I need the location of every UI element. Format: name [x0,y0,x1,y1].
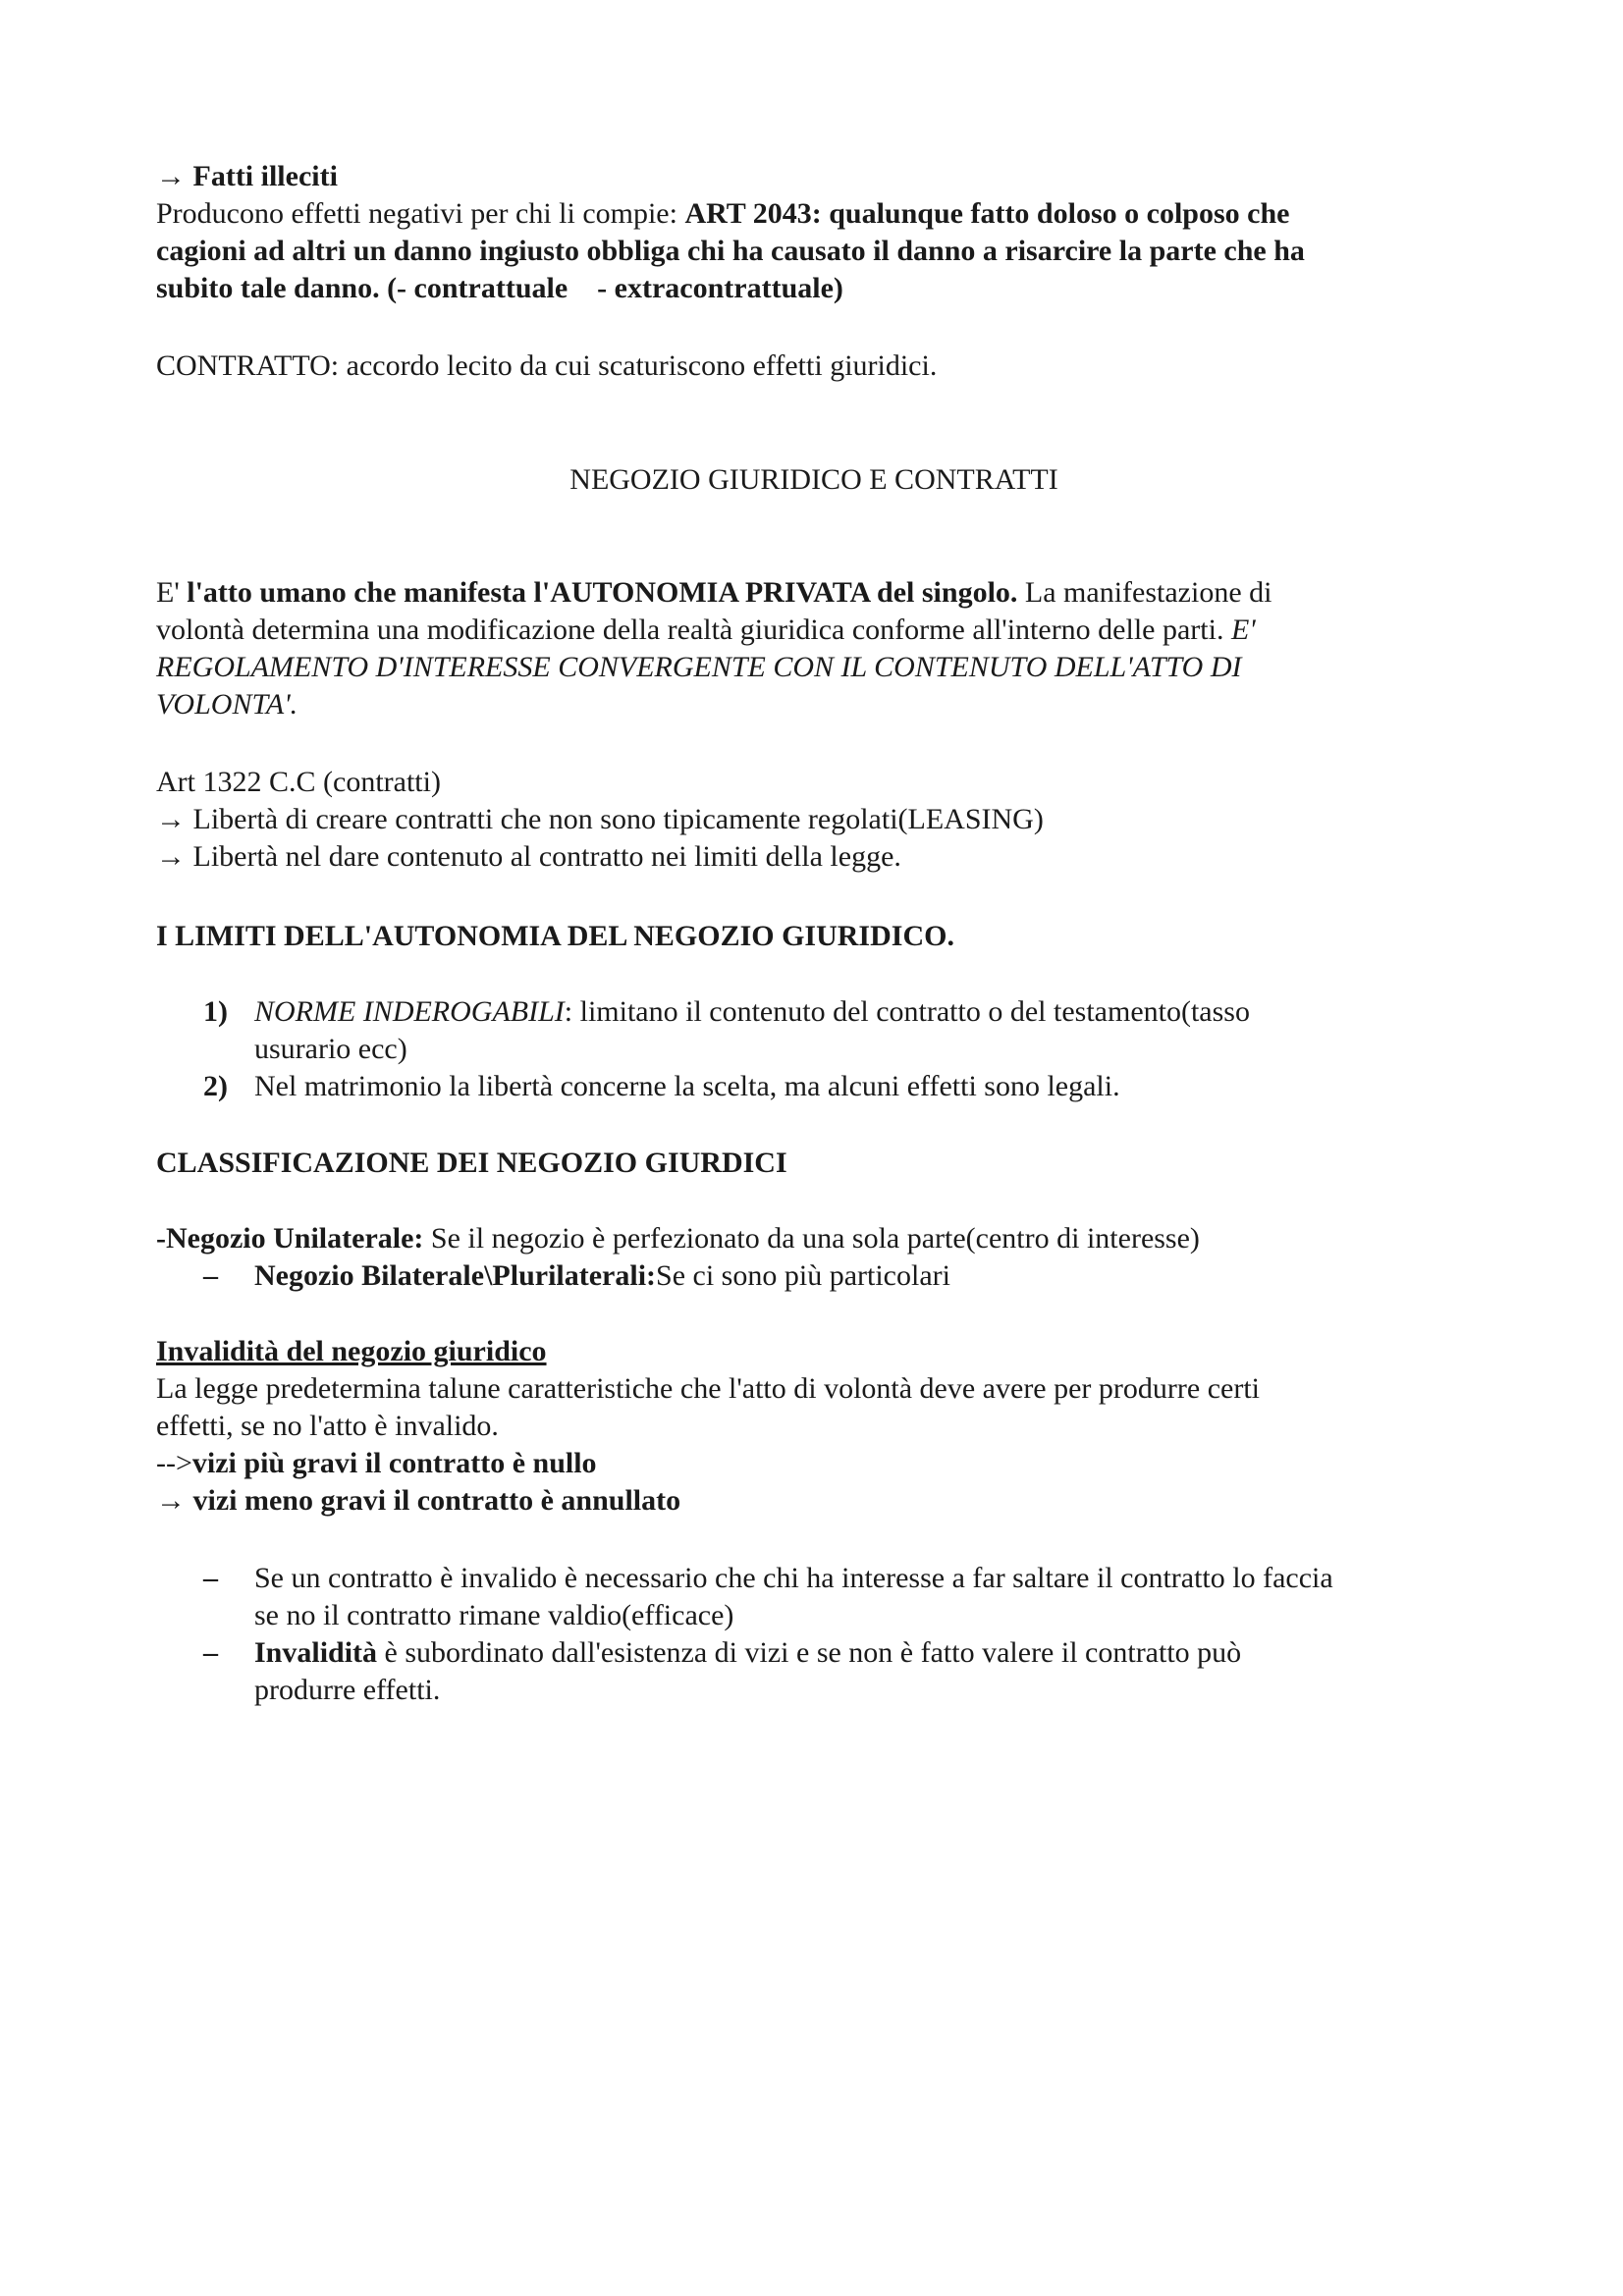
invalidita-line-2: effetti, se no l'atto è invalido. [156,1410,499,1442]
art-1322-line-1: → Libertà di creare contratti che non sono tipicamente regolati(LEASING) [156,803,1044,835]
list-item: 1) NORME INDEROGABILI: limitano il contenuto del contratto o del testamento(tasso usurario ecc) [203,995,1250,1065]
invalidita-line-1: La legge predetermina talune caratteristiche che l'atto di volontà deve avere per produrre certi [156,1372,1261,1405]
list-item: – Se un contratto è invalido è necessario che chi ha interesse a far saltare il contratto lo faccia se no il contratto rimane valdio(efficace) [203,1562,1333,1631]
art-1322-line-2: → Libertà nel dare contenuto al contratto nei limiti della legge. [156,840,901,873]
definition-line-2: volontà determina una modificazione della realtà giuridica conforme all'interno delle parti. E' [156,614,1256,646]
vizi-nullo: -->vizi più gravi il contratto è nullo [156,1447,597,1479]
fatti-illeciti-section [156,158,1472,307]
negozio-unilaterale: -Negozio Unilaterale: Se il negozio è perfezionato da una sola parte(centro di interesse) [156,1222,1200,1255]
art-2043-line-3: subito tale danno. (- contrattuale - extracontrattuale) [156,272,843,304]
art-1322-section [156,764,1472,876]
definition-line-1: E' l'atto umano che manifesta l'AUTONOMIA PRIVATA del singolo. La manifestazione di [156,576,1272,609]
limiti-heading: I LIMITI DELL'AUTONOMIA DEL NEGOZIO GIURIDICO. [156,920,954,952]
invalidita-bullets [156,1560,1472,1709]
fatti-illeciti-heading: → Fatti illeciti [156,160,338,192]
art-1322-title: Art 1322 C.C (contratti) [156,766,441,798]
section-title: NEGOZIO GIURIDICO E CONTRATTI [569,463,1058,496]
list-item: 2) Nel matrimonio la libertà concerne la scelta, ma alcuni effetti sono legali. [203,1070,1120,1102]
art-2043-line-2: cagioni ad altri un danno ingiusto obbliga chi ha causato il danno a risarcire la parte che ha [156,235,1305,267]
classificazione-heading: CLASSIFICAZIONE DEI NEGOZIO GIURDICI [156,1147,787,1179]
list-item: – Negozio Bilaterale\Plurilaterali:Se ci sono più particolari [203,1259,950,1292]
classificazione-list [156,1220,1472,1295]
definition-line-4: VOLONTA'. [156,688,298,721]
vizi-annullato: → vizi meno gravi il contratto è annullato [156,1484,681,1517]
negozio-definition [156,574,1472,723]
contratto-definition: CONTRATTO: accordo lecito da cui scaturiscono effetti giuridici. [156,349,938,382]
art-2043-line-1: Producono effetti negativi per chi li compie: ART 2043: qualunque fatto doloso o colposo che [156,197,1290,230]
limiti-list [156,993,1472,1105]
definition-line-3: REGOLAMENTO D'INTERESSE CONVERGENTE CON IL CONTENUTO DELL'ATTO DI [156,651,1242,683]
list-item: – Invalidità è subordinato dall'esistenza di vizi e se non è fatto valere il contratto può produrre effetti. [203,1636,1242,1706]
invalidita-section [156,1333,1472,1520]
invalidita-heading: Invalidità del negozio giuridico [156,1335,547,1367]
